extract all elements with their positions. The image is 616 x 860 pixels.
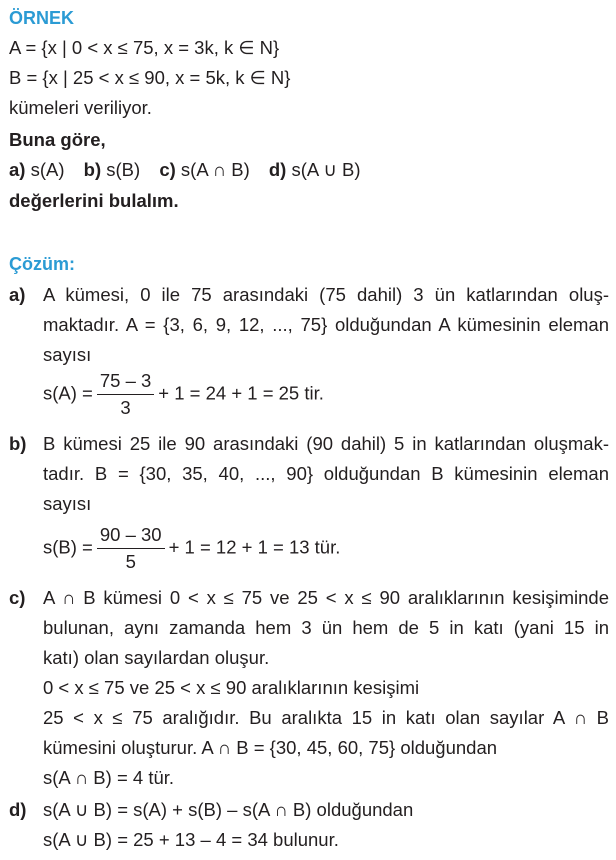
part-a-fraction [97,370,154,419]
part-c-line-3: katı) olan sayılardan oluşur. [43,647,270,668]
part-a-line-2: maktadır. A = {3, 6, 9, 12, ..., 75} olduğundan A kümesinin eleman [43,314,609,335]
question-a-label: a) [9,159,26,180]
question-d-text: s(A ∪ B) [291,159,361,180]
part-b-fraction [97,524,165,573]
part-b-formula-suffix: + 1 = 12 + 1 = 13 tür. [168,536,341,558]
question-b-text: s(B) [106,159,141,180]
part-d-line-1: s(A ∪ B) = s(A) + s(B) – s(A ∩ B) olduğundan [43,799,414,820]
part-b-denominator: 5 [125,551,136,572]
part-c-line-1: A ∩ B kümesi 0 < x ≤ 75 ve 25 < x ≤ 90 aralıklarının kesişiminde [43,587,609,608]
example-heading: ÖRNEK [9,8,75,28]
set-b-definition: B = {x | 25 < x ≤ 90, x = 5k, k ∈ N} [9,67,291,88]
solution-heading: Çözüm: [9,254,75,274]
given-text: kümeleri veriliyor. [9,97,152,118]
set-a-definition: A = {x | 0 < x ≤ 75, x = 3k, k ∈ N} [9,37,280,58]
part-a-line-1: A kümesi, 0 ile 75 arasındaki (75 dahil) 3 ün katlarından oluş- [43,284,609,305]
part-c-line-7: s(A ∩ B) = 4 tür. [43,767,175,788]
part-d-line-2: s(A ∪ B) = 25 + 13 – 4 = 34 bulunur. [43,829,339,850]
buna-gore-text: Buna göre, [9,129,106,150]
part-a-line-3: sayısı [43,344,92,365]
part-b-formula [43,524,340,573]
question-a-text: s(A) [30,159,65,180]
part-a-denominator: 3 [120,397,131,418]
part-a-numerator: 75 – 3 [97,370,154,395]
part-a-formula [43,370,324,419]
question-c-text: s(A ∩ B) [180,159,250,180]
question-c-label: c) [159,159,176,180]
part-b-line-3: sayısı [43,493,92,514]
part-a-formula-suffix: + 1 = 24 + 1 = 25 tir. [158,382,324,404]
part-c-line-2: bulunan, aynı zamanda hem 3 ün hem de 5 in katı (yani 15 in [43,617,609,638]
part-c-label: c) [9,587,26,608]
question-d-label: d) [268,159,287,180]
part-b-line-2: tadır. B = {30, 35, 40, ..., 90} olduğundan B kümesinin eleman [43,463,609,484]
part-b-numerator: 90 – 30 [97,524,165,549]
part-a-label: a) [9,284,26,305]
part-c-line-6: kümesini oluşturur. A ∩ B = {30, 45, 60, 75} olduğundan [43,737,498,758]
question-b-label: b) [83,159,102,180]
part-b-line-1: B kümesi 25 ile 90 arasındaki (90 dahil) 5 in katlarından oluşmak- [43,433,609,454]
part-c-line-5: 25 < x ≤ 75 aralığıdır. Bu aralıkta 15 in katı olan sayılar A ∩ B [43,707,609,728]
part-a-formula-prefix: s(A) = [43,382,93,404]
part-b-formula-prefix: s(B) = [43,536,93,558]
part-c-line-4: 0 < x ≤ 75 ve 25 < x ≤ 90 aralıklarının kesişimi [43,677,420,698]
part-d-label: d) [9,799,27,820]
part-b-label: b) [9,433,27,454]
find-text: değerlerini bulalım. [9,190,179,211]
question-list [9,159,361,181]
